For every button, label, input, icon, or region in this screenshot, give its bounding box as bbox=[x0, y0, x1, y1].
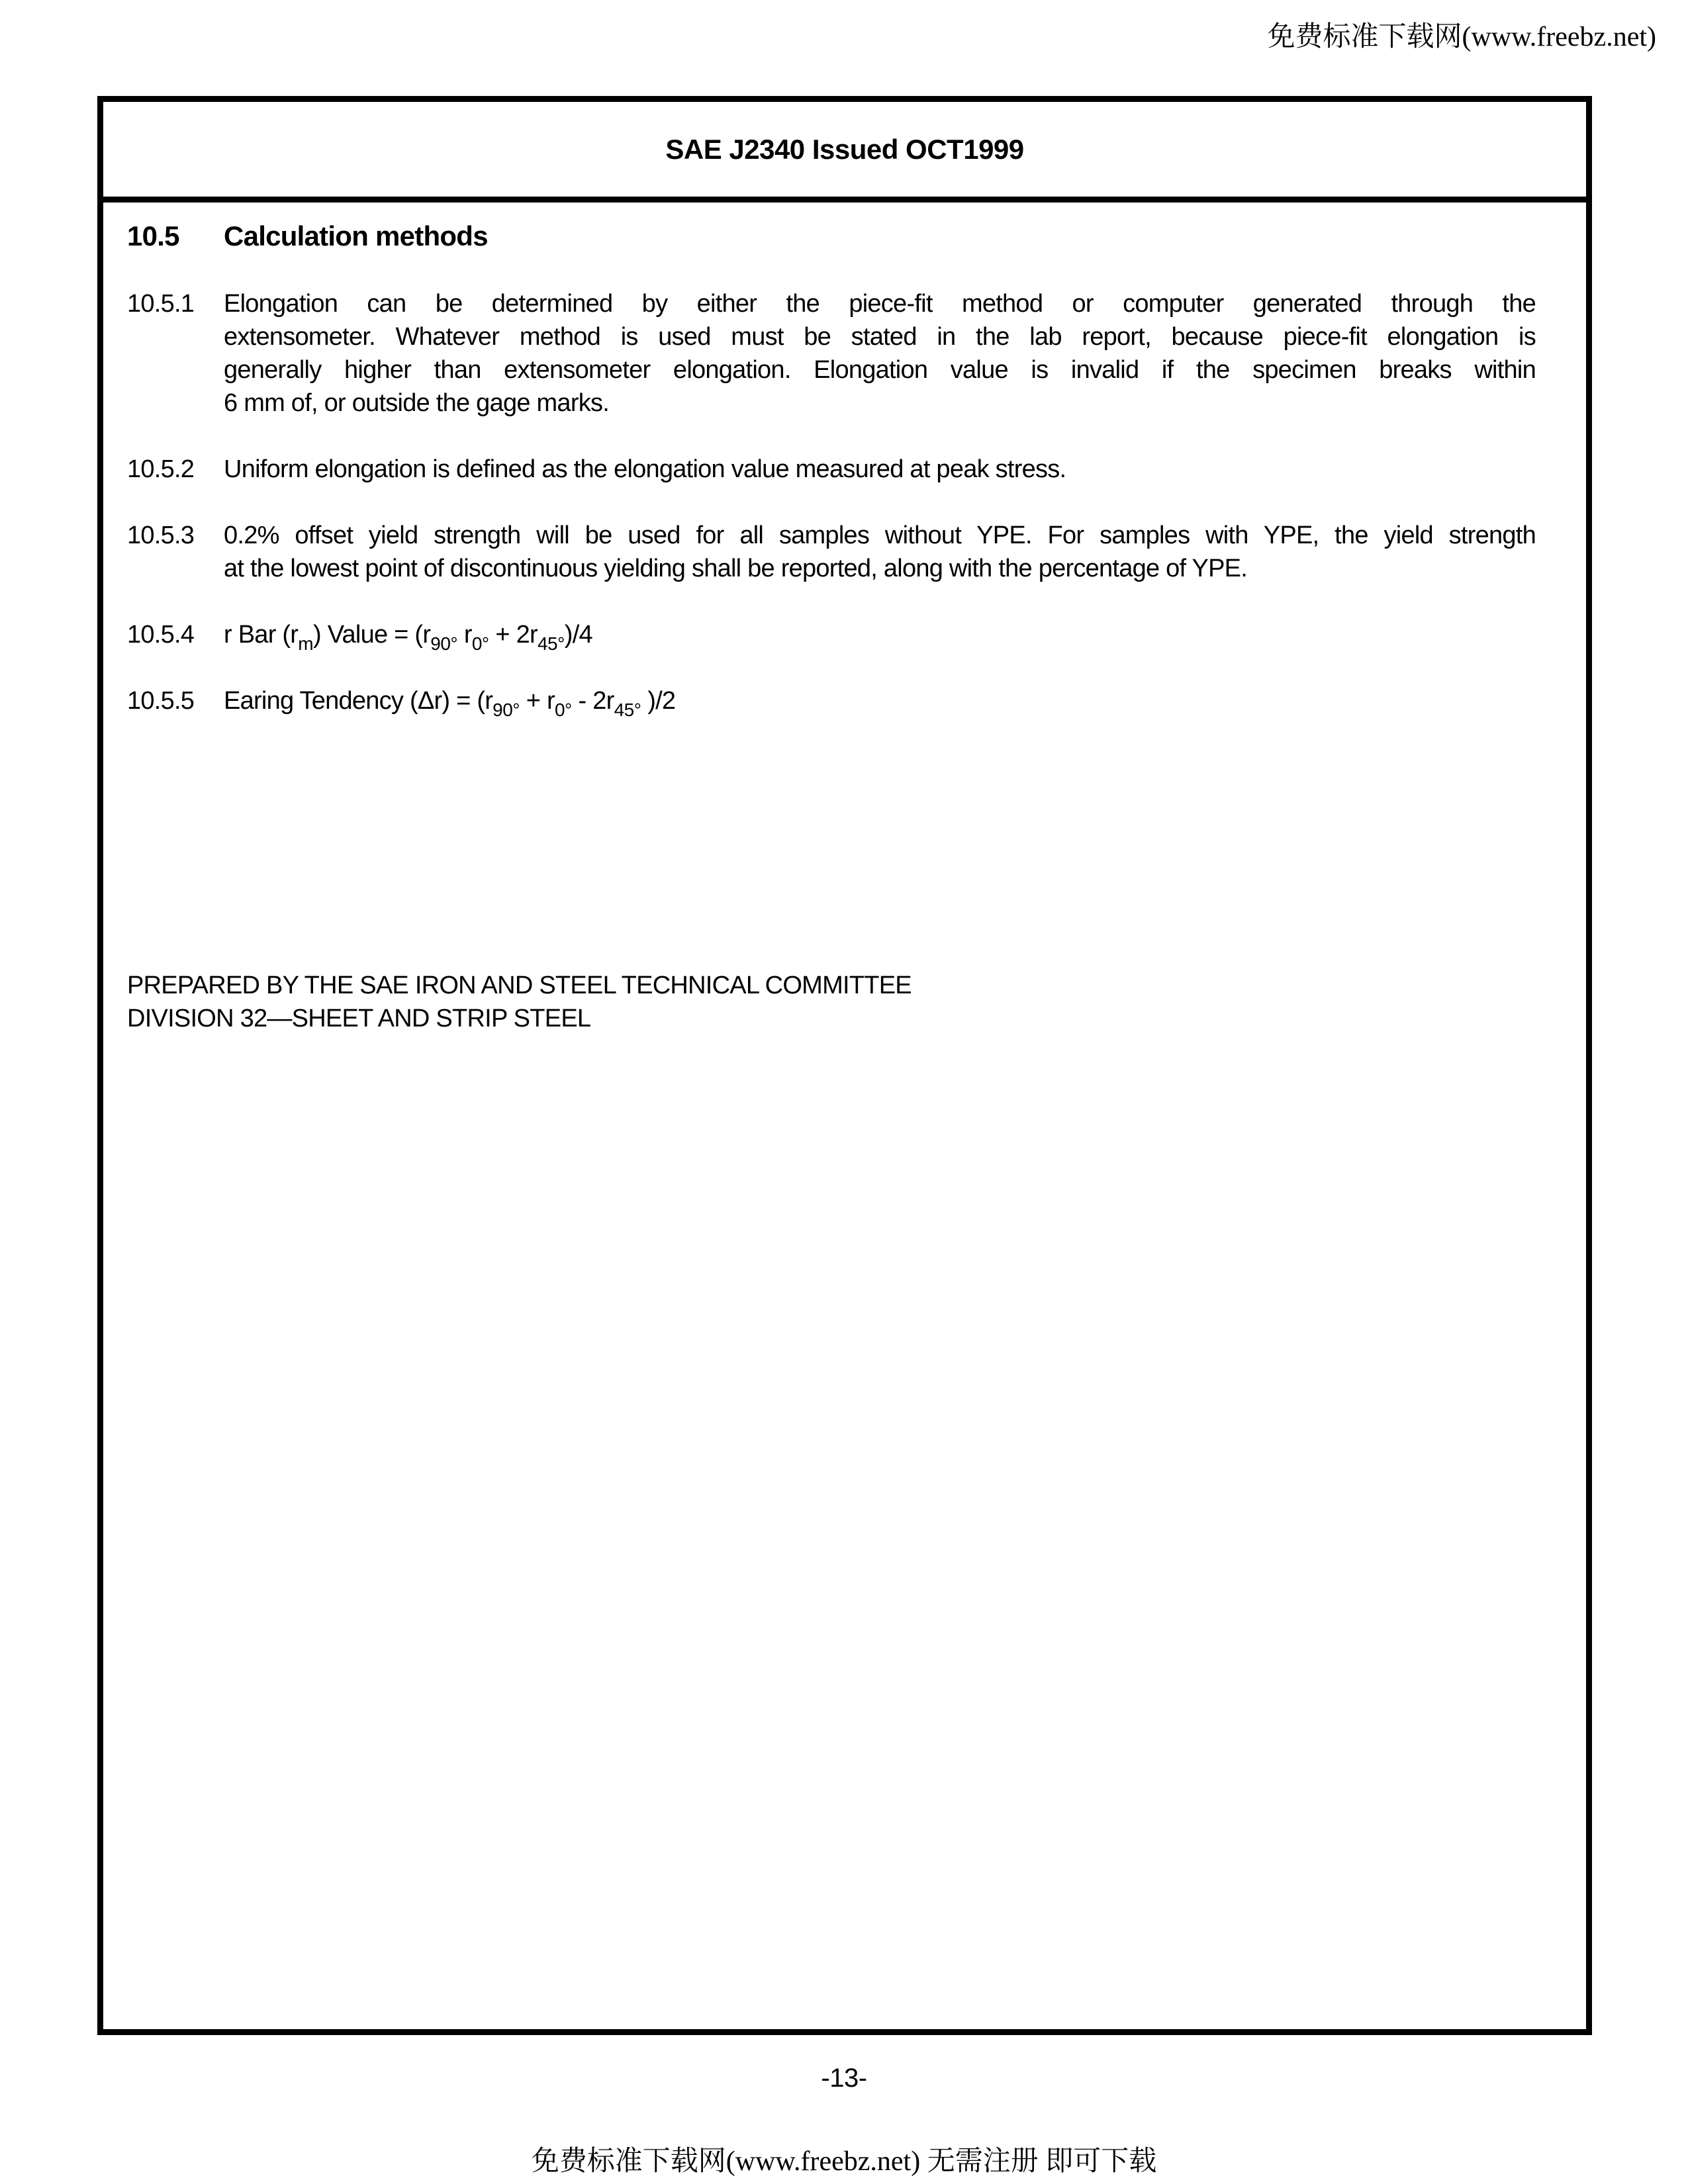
formula-text: + 2r bbox=[489, 621, 538, 649]
formula-text: )/2 bbox=[641, 687, 676, 715]
clause-item bbox=[127, 618, 1536, 654]
section-heading bbox=[127, 220, 1536, 253]
watermark-top-right: 免费标准下载网(www.freebz.net) bbox=[1267, 22, 1656, 52]
formula-text: ) Value = (r bbox=[313, 621, 431, 649]
clause-text-line: generally higher than extensometer elongation. Elongation value is invalid if the specimen breaks within bbox=[224, 356, 1536, 384]
committee-line-2: DIVISION 32—SHEET AND STRIP STEEL bbox=[127, 1005, 591, 1032]
clause-text-line: extensometer. Whatever method is used must be stated in the lab report, because piece-fit elongation is bbox=[224, 323, 1536, 351]
document-title: SAE J2340 Issued OCT1999 bbox=[665, 133, 1024, 165]
clause-number: 10.5.1 bbox=[127, 290, 195, 318]
document-frame bbox=[97, 96, 1592, 2035]
formula-text: r Bar (r bbox=[224, 621, 299, 649]
clause-text-line: 0.2% offset yield strength will be used for all samples without YPE. For samples with YPE, the yield strength bbox=[224, 522, 1536, 549]
formula-subscript: 45° bbox=[537, 633, 565, 654]
clause-list bbox=[127, 287, 1536, 720]
clause-number: 10.5.5 bbox=[127, 687, 195, 715]
clause-text bbox=[224, 618, 1536, 654]
document-header bbox=[103, 102, 1586, 203]
formula-text: - 2r bbox=[571, 687, 614, 715]
clause-item bbox=[127, 287, 1536, 420]
watermark-bottom: 免费标准下载网(www.freebz.net) 无需注册 即可下载 bbox=[531, 2146, 1157, 2177]
formula-text: Earing Tendency (Δr) = (r bbox=[224, 687, 493, 715]
formula-subscript: 90° bbox=[492, 700, 520, 720]
clause-item bbox=[127, 684, 1536, 720]
clause-text bbox=[224, 684, 1536, 720]
clause-number: 10.5.4 bbox=[127, 621, 195, 649]
formula-subscript: 90° bbox=[430, 633, 458, 654]
clause-text-line: Elongation can be determined by either the piece-fit method or computer generated through the bbox=[224, 290, 1536, 318]
clause-item bbox=[127, 519, 1536, 585]
formula-subscript: 0° bbox=[471, 633, 489, 654]
clause-text bbox=[224, 453, 1536, 486]
formula-text: )/4 bbox=[564, 621, 592, 649]
document-body bbox=[103, 203, 1586, 1035]
clause-text-line: 6 mm of, or outside the gage marks. bbox=[224, 389, 610, 417]
clause-text-line: at the lowest point of discontinuous yielding shall be reported, along with the percentage of YPE. bbox=[224, 555, 1248, 582]
section-title: Calculation methods bbox=[224, 220, 488, 251]
formula-subscript: 45° bbox=[614, 700, 641, 720]
section-number: 10.5 bbox=[127, 220, 179, 251]
formula-subscript: m bbox=[298, 633, 314, 654]
formula-subscript: 0° bbox=[554, 700, 572, 720]
clause-formula bbox=[224, 684, 1536, 720]
clause-text bbox=[224, 287, 1536, 420]
clause-text-line: Uniform elongation is defined as the elongation value measured at peak stress. bbox=[224, 455, 1066, 483]
page-number: -13- bbox=[821, 2064, 867, 2093]
clause-item bbox=[127, 453, 1536, 486]
committee-note bbox=[127, 969, 1536, 1035]
clause-formula bbox=[224, 618, 1536, 654]
clause-text bbox=[224, 519, 1536, 585]
clause-number: 10.5.3 bbox=[127, 522, 195, 549]
formula-text: r bbox=[457, 621, 472, 649]
committee-line-1: PREPARED BY THE SAE IRON AND STEEL TECHNICAL COMMITTEE bbox=[127, 972, 912, 999]
formula-text: + r bbox=[520, 687, 555, 715]
clause-number: 10.5.2 bbox=[127, 455, 195, 483]
